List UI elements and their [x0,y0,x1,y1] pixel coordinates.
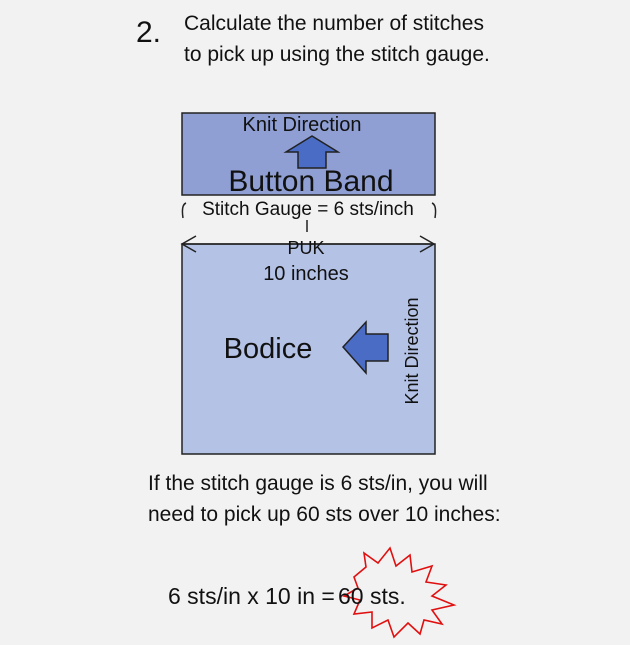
bodice-knit-direction: Knit Direction [402,297,422,405]
equation-lhs: 6 sts/in x 10 in = [168,583,335,609]
bodice-label: Bodice [223,333,313,365]
step-number: 2. [136,16,162,49]
button-band-knit-direction: Knit Direction [242,114,362,136]
step-instruction: Calculate the number of stitches to pick up using the stitch gauge. [184,12,490,66]
equation-result: 60 sts. [338,583,406,609]
puk-label: PUK [287,238,325,258]
puk-measurement: 10 inches [263,263,349,285]
button-band-label: Button Band [228,165,394,198]
stitch-gauge-label: Stitch Gauge = 6 sts/inch [202,199,414,220]
explanation-text: If the stitch gauge is 6 sts/in, you will need to pick up 60 sts over 10 inches: [148,472,501,526]
